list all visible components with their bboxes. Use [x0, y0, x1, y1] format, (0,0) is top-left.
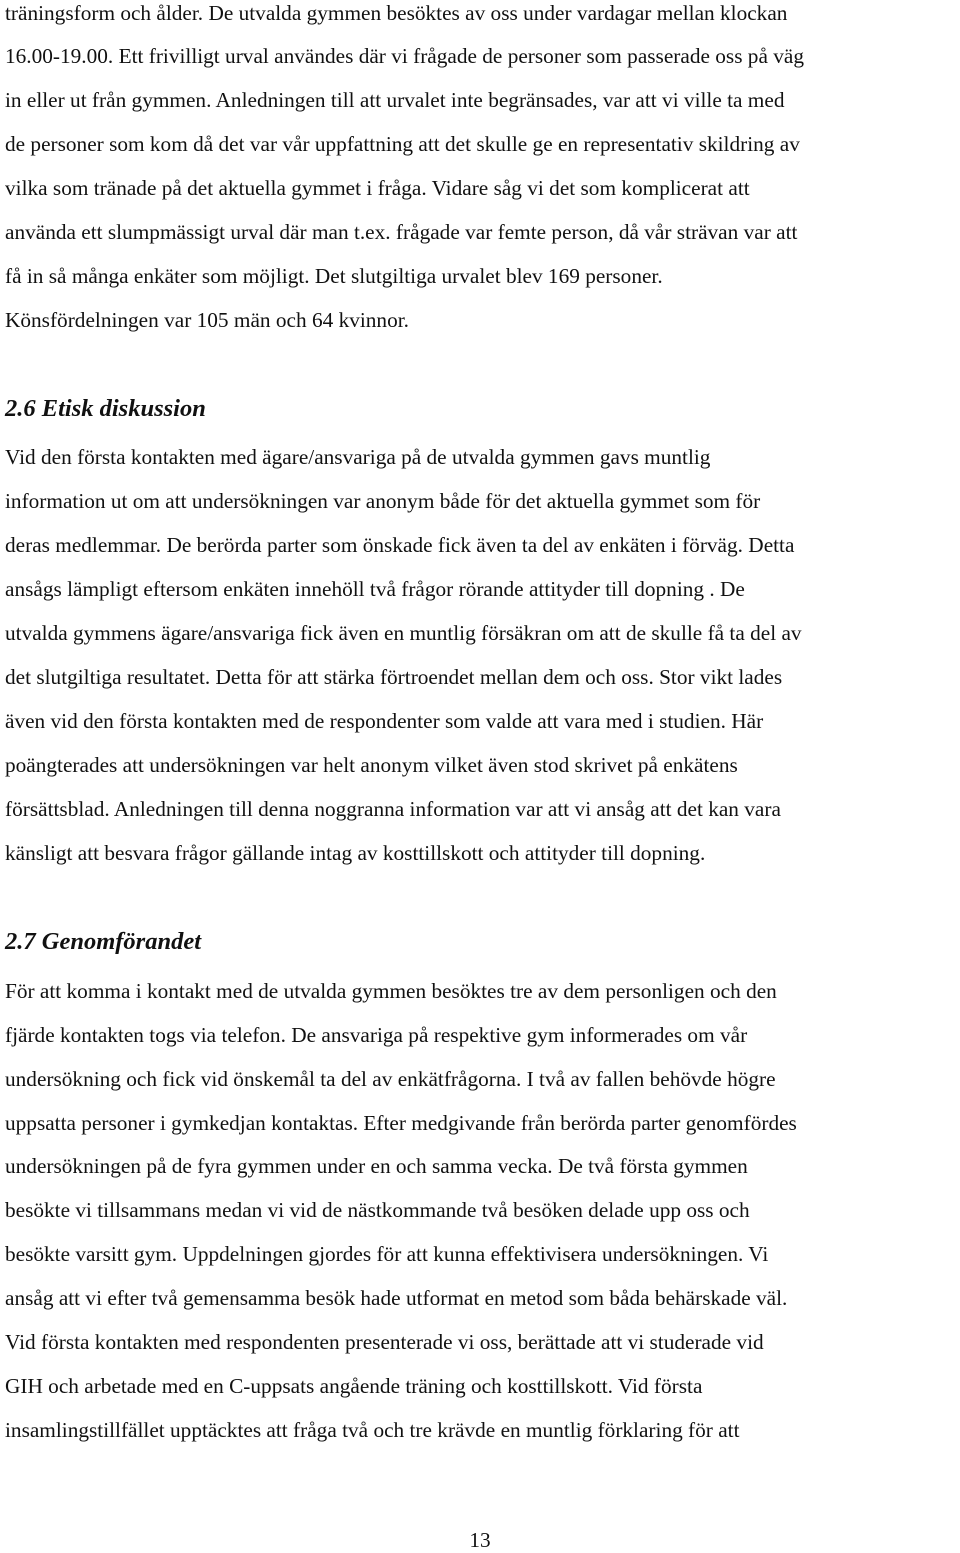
body-text-line: försättsblad. Anledningen till denna noggranna information var att vi ansåg att det kan vara	[5, 797, 781, 821]
body-text-line: ansågs lämpligt eftersom enkäten innehöll två frågor rörande attityder till dopning . De	[5, 577, 745, 601]
body-text-line: insamlingstillfället upptäcktes att fråga två och tre krävde en muntlig förklaring för att	[5, 1418, 740, 1442]
body-text-line: uppsatta personer i gymkedjan kontaktas. Efter medgivande från berörda parter genomfördes	[5, 1111, 797, 1135]
document-page	[5, 0, 955, 1550]
body-text-line: det slutgiltiga resultatet. Detta för att stärka förtroendet mellan dem och oss. Stor vikt lades	[5, 665, 783, 689]
body-text-line: Vid den första kontakten med ägare/ansvariga på de utvalda gymmen gavs muntlig	[5, 445, 711, 469]
body-text-line: ansåg att vi efter två gemensamma besök hade utformat en metod som båda behärskade väl.	[5, 1286, 788, 1310]
body-text-line: Könsfördelningen var 105 män och 64 kvinnor.	[5, 308, 409, 332]
body-text-line: deras medlemmar. De berörda parter som önskade fick även ta del av enkäten i förväg. Detta	[5, 533, 795, 557]
body-text-line: använda ett slumpmässigt urval där man t.ex. frågade var femte person, då vår strävan var att	[5, 220, 798, 244]
body-text-line: besökte vi tillsammans medan vi vid de nästkommande två besöken delade upp oss och	[5, 1198, 750, 1222]
body-text-line: utvalda gymmens ägare/ansvariga fick även en muntlig försäkran om att de skulle få ta del av	[5, 621, 802, 645]
body-text-line: känsligt att besvara frågor gällande intag av kosttillskott och attityder till dopning.	[5, 841, 706, 865]
body-text-line: information ut om att undersökningen var anonym både för det aktuella gymmet som för	[5, 489, 761, 513]
body-text-line: de personer som kom då det var vår uppfattning att det skulle ge en representativ skildring av	[5, 132, 800, 156]
body-text-line: vilka som tränade på det aktuella gymmet i fråga. Vidare såg vi det som komplicerat att	[5, 176, 750, 200]
body-text-line: undersökningen på de fyra gymmen under en och samma vecka. De två första gymmen	[5, 1154, 748, 1178]
body-text-line: GIH och arbetade med en C-uppsats angående träning och kosttillskott. Vid första	[5, 1374, 703, 1398]
body-text-line: undersökning och fick vid önskemål ta del av enkätfrågorna. I två av fallen behövde högre	[5, 1067, 776, 1091]
body-text-line: få in så många enkäter som möjligt. Det slutgiltiga urvalet blev 169 personer.	[5, 264, 663, 288]
page-number: 13	[469, 1528, 491, 1552]
body-text-line: För att komma i kontakt med de utvalda gymmen besöktes tre av dem personligen och den	[5, 979, 777, 1003]
body-text-line: även vid den första kontakten med de respondenter som valde att vara med i studien. Här	[5, 709, 764, 733]
section-heading-2-6: 2.6 Etisk diskussion	[5, 395, 206, 422]
body-text-line: poängterades att undersökningen var helt anonym vilket även stod skrivet på enkätens	[5, 753, 738, 777]
body-text-line: besökte varsitt gym. Uppdelningen gjordes för att kunna effektivisera undersökningen. Vi	[5, 1242, 769, 1266]
body-text-line: fjärde kontakten togs via telefon. De ansvariga på respektive gym informerades om vår	[5, 1023, 748, 1047]
body-text-line: in eller ut från gymmen. Anledningen till att urvalet inte begränsades, var att vi ville ta med	[5, 88, 785, 112]
body-text-line: 16.00-19.00. Ett frivilligt urval användes där vi frågade de personer som passerade oss på väg	[5, 44, 804, 68]
section-heading-2-7: 2.7 Genomförandet	[5, 928, 201, 955]
body-text-line: Vid första kontakten med respondenten presenterade vi oss, berättade att vi studerade vid	[5, 1330, 764, 1354]
body-text-line: träningsform och ålder. De utvalda gymmen besöktes av oss under vardagar mellan klockan	[5, 1, 788, 25]
